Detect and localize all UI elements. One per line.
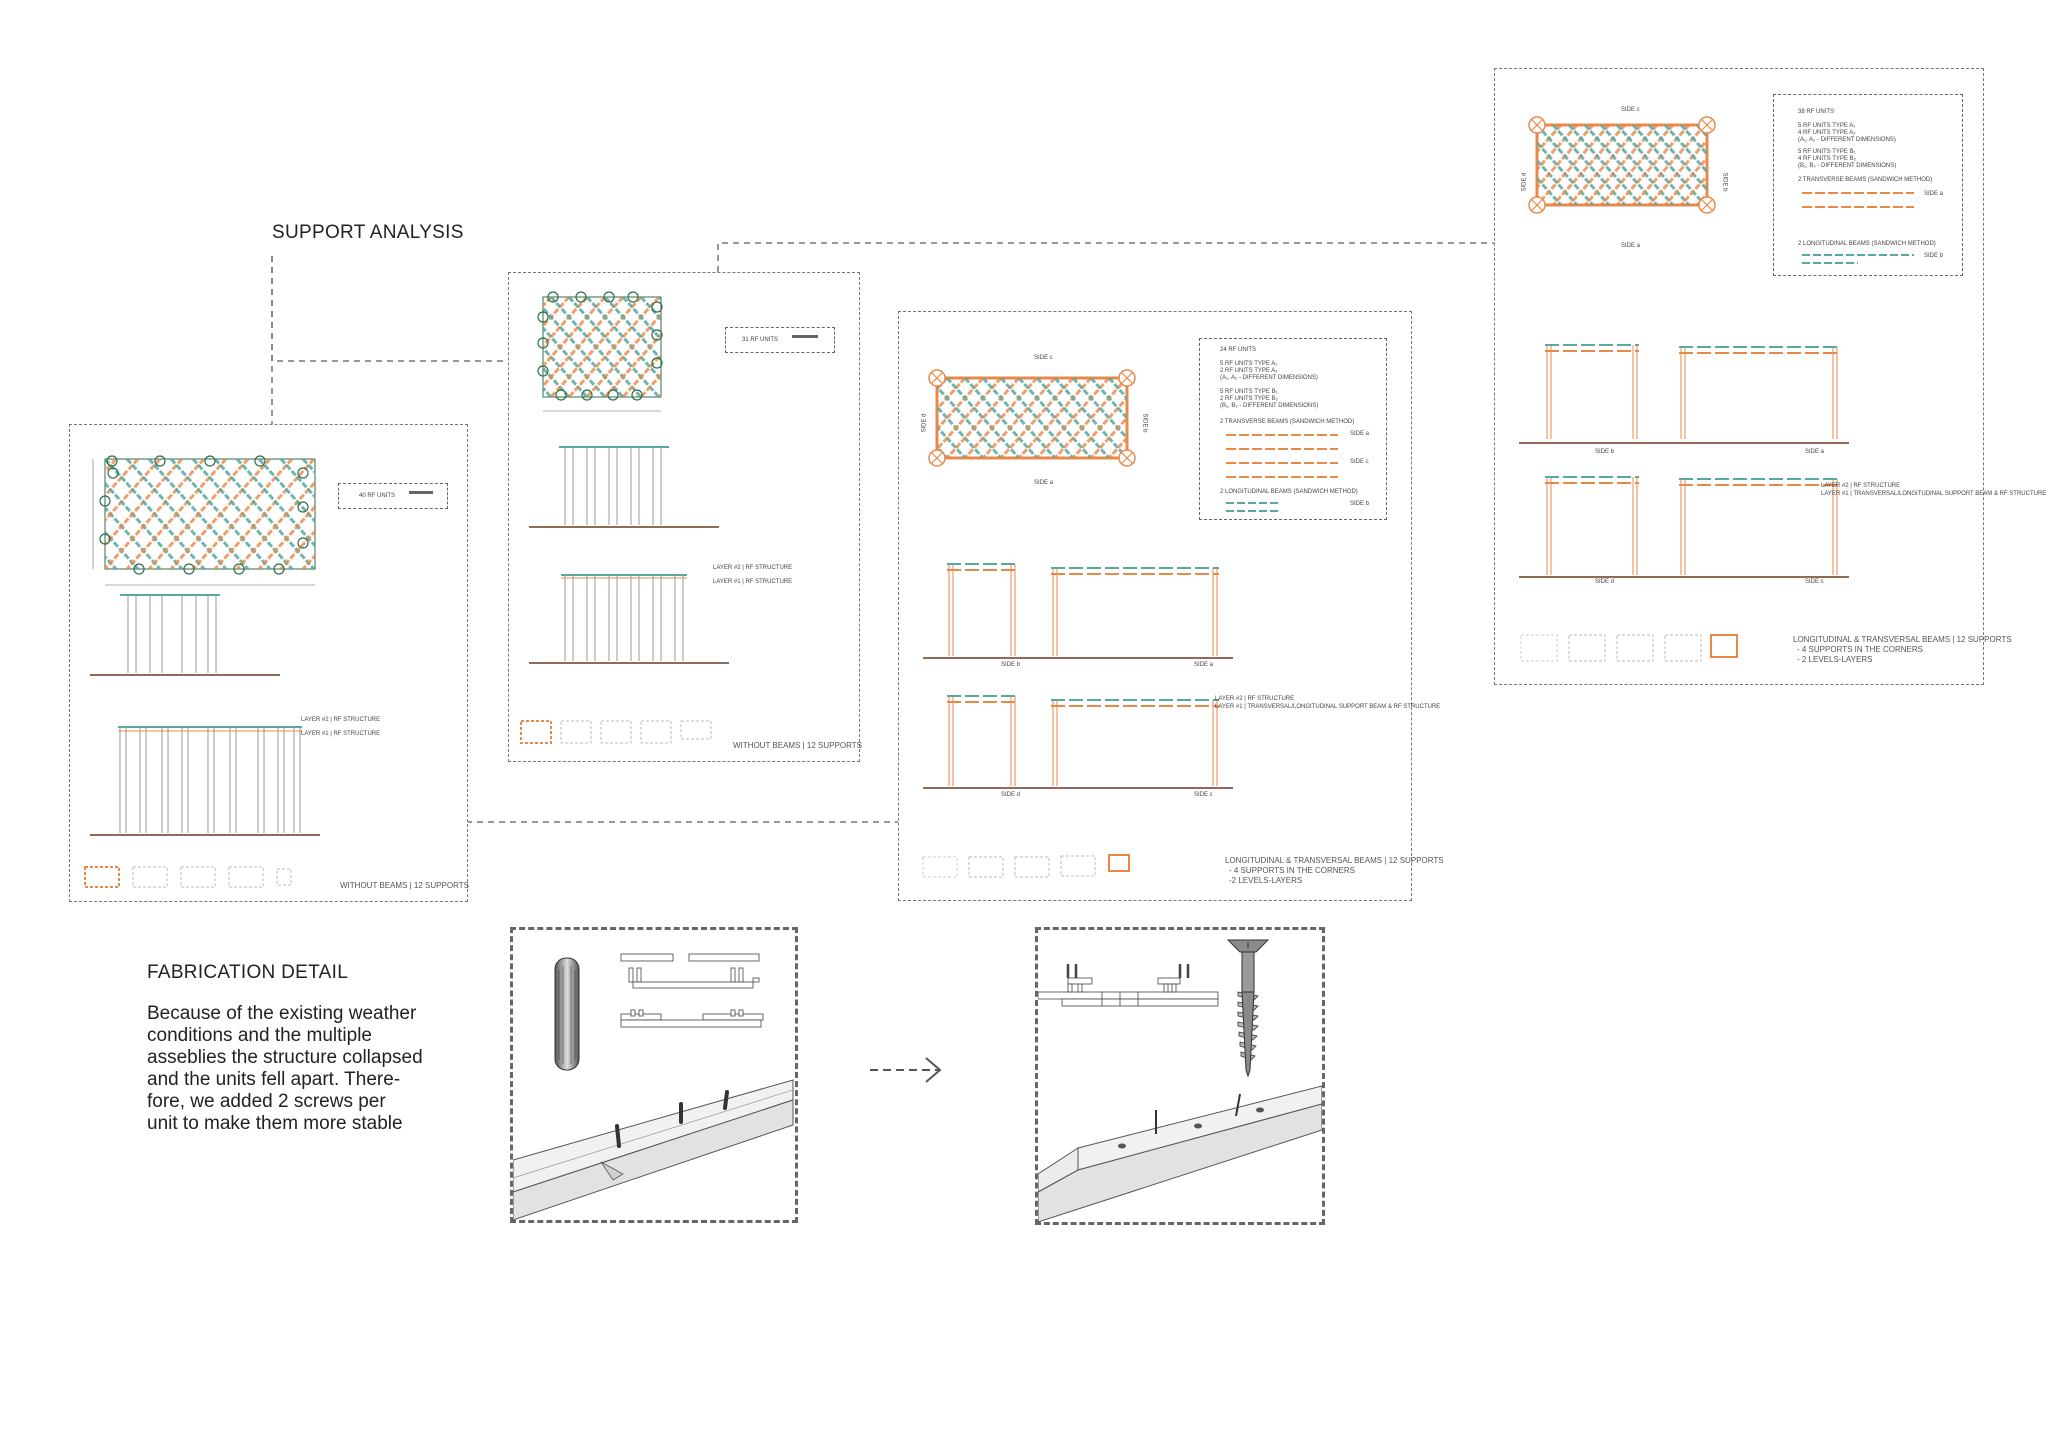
sheet-2-caption: WITHOUT BEAMS | 12 SUPPORTS [733, 741, 862, 750]
elevation-posts [565, 447, 661, 525]
fabrication-line-2: conditions and the multiple [147, 1025, 372, 1046]
sheet-4-elevations [1519, 339, 1859, 599]
sheet-4-elev-side-b: SIDE b [1595, 449, 1615, 455]
sheet-4-plan-side-c: SIDE c [1621, 107, 1640, 113]
sheet-3-legend-side-a: SIDE a [1350, 431, 1370, 437]
sheet-4-legend-l6: 4 RF UNITS TYPE B₂ [1798, 156, 1856, 162]
sheet-4-plan [1525, 113, 1725, 223]
sheet-3 [898, 311, 1444, 901]
sheet-4-elev-side-a: SIDE a [1805, 449, 1825, 455]
sheet-3-layer1-label: LAYER #1 | TRANSVERSAL/LONGITUDINAL SUPPORT BEAM & RF STRUCTURE [1215, 704, 1441, 710]
sheet-3-plan-side-b: SIDE b [1141, 413, 1148, 433]
sheet-4-legend-l3: 4 RF UNITS TYPE A₂ [1798, 130, 1856, 136]
sheet-1-legend-text: 40 RF UNITS [359, 493, 396, 499]
sheet-4-longitudinal-beams [1798, 249, 1918, 269]
sheet-4-legend [1773, 94, 1963, 276]
sheet-4-legend-side-a: SIDE a [1924, 191, 1944, 197]
transition-arrow [868, 1050, 948, 1090]
support-analysis-title: SUPPORT ANALYSIS [272, 222, 464, 243]
sheet-4-caption-3: - 2 LEVELS-LAYERS [1797, 655, 1873, 664]
sheet-2 [508, 272, 860, 762]
sheet-3-longitudinal-beams [1222, 497, 1282, 515]
sheet-3-legend-l7: (B₁, B₂ - DIFFERENT DIMENSIONS) [1220, 403, 1319, 409]
sheet-3-config-thumbnails [921, 852, 1131, 882]
sheet-1-caption: WITHOUT BEAMS | 12 SUPPORTS [340, 881, 469, 890]
sheet-4-plan-side-d: SIDE d [1521, 172, 1528, 192]
sheet-4-legend-l8: 2 TRANSVERSE BEAMS (SANDWICH METHOD) [1798, 177, 1933, 183]
sheet-3-legend-l4: (A₁, A₂ - DIFFERENT DIMENSIONS) [1220, 375, 1318, 381]
sheet-4-plan-side-a: SIDE a [1621, 243, 1641, 249]
elevation-posts [120, 727, 300, 833]
sheet-1-layer2-label: LAYER #2 | RF STRUCTURE [301, 717, 381, 723]
sheet-3-plan-side-d: SIDE d [921, 413, 928, 433]
fabrication-line-1: Because of the existing weather [147, 1003, 417, 1024]
sheet-2-legend [725, 327, 835, 353]
screw-icon [1228, 940, 1268, 1076]
sheet-3-elev-side-d: SIDE d [1001, 792, 1021, 798]
sheet-4-layer2-label: LAYER #2 | RF STRUCTURE [1821, 483, 1901, 489]
fabrication-detail-after [1035, 927, 1325, 1225]
sheet-3-legend-l2: 5 RF UNITS TYPE A₁ [1220, 361, 1278, 367]
elevation-posts [565, 575, 683, 661]
sheet-4 [1494, 68, 2047, 685]
sheet-3-caption-3: -2 LEVELS-LAYERS [1229, 876, 1303, 885]
beam-icon [513, 1080, 793, 1220]
sheet-4-plan-side-b: SIDE b [1721, 172, 1728, 192]
sheet-4-legend-l5: 5 RF UNITS TYPE B₁ [1798, 149, 1856, 155]
sheet-4-legend-l1: 38 RF UNITS [1798, 109, 1835, 115]
sheet-2-legend-swatch [792, 335, 818, 338]
sheet-4-caption-1: LONGITUDINAL & TRANSVERSAL BEAMS | 12 SUPPORTS [1793, 635, 2012, 644]
sheet-3-plan [923, 364, 1143, 484]
sheet-1-config-thumbnails [82, 861, 292, 891]
rf-lattice [1525, 125, 1725, 205]
sheet-3-elevations [923, 552, 1243, 802]
sheet-1-legend-swatch [409, 491, 433, 494]
sheet-4-config-thumbnails [1519, 631, 1739, 665]
sheet-3-legend-side-b: SIDE b [1350, 501, 1370, 507]
dowel-icon [555, 958, 579, 1070]
sheet-3-legend-l5: 5 RF UNITS TYPE B₁ [1220, 389, 1278, 395]
sheet-4-legend-l4: (A₁, A₂ - DIFFERENT DIMENSIONS) [1798, 137, 1896, 143]
sheet-1-plan [85, 439, 365, 599]
before-illustration [513, 930, 795, 1220]
sheet-3-legend-l3: 2 RF UNITS TYPE A₂ [1220, 368, 1278, 374]
sheet-4-legend-l7: (B₁, B₂ - DIFFERENT DIMENSIONS) [1798, 163, 1897, 169]
fabrication-detail-before [510, 927, 798, 1223]
sheet-1 [69, 424, 468, 902]
sheet-4-layer1-label: LAYER #1 | TRANSVERSAL/LONGITUDINAL SUPPORT BEAM & RF STRUCTURE [1821, 491, 2047, 497]
sheet-3-transverse-beams [1222, 429, 1342, 483]
joint-assembled-icon [1038, 964, 1218, 1006]
sheet-3-legend-l1: 24 RF UNITS [1220, 347, 1257, 353]
sheet-3-legend [1199, 338, 1387, 520]
fabrication-title: FABRICATION DETAIL [147, 962, 349, 983]
sheet-3-legend-l6: 2 RF UNITS TYPE B₂ [1220, 396, 1278, 402]
sheet-4-elev-side-d: SIDE d [1595, 579, 1615, 585]
sheet-2-config-thumbnails [519, 717, 719, 747]
sheet-2-layer1-label: LAYER #1 | RF STRUCTURE [713, 579, 793, 585]
sheet-4-elev-side-c: SIDE c [1805, 579, 1824, 585]
sheet-4-legend-l2: 5 RF UNITS TYPE A₁ [1798, 123, 1856, 129]
fabrication-line-6: unit to make them more stable [147, 1113, 403, 1134]
rf-lattice [85, 459, 365, 569]
sheet-2-layer2-label: LAYER #2 | RF STRUCTURE [713, 565, 793, 571]
sheet-3-layer2-label: LAYER #2 | RF STRUCTURE [1215, 696, 1295, 702]
sheet-2-plan [531, 285, 681, 425]
fabrication-line-3: asseblies the structure collapsed [147, 1047, 423, 1068]
fabrication-line-5: fore, we added 2 screws per [147, 1091, 386, 1112]
after-illustration [1038, 930, 1322, 1222]
sheet-3-plan-side-a: SIDE a [1034, 480, 1054, 486]
fabrication-line-4: and the units fell apart. There- [147, 1069, 401, 1090]
sheet-3-legend-l8: 2 TRANSVERSE BEAMS (SANDWICH METHOD) [1220, 419, 1355, 425]
sheet-3-legend-l9: 2 LONGITUDINAL BEAMS (SANDWICH METHOD) [1220, 489, 1358, 495]
sheet-3-plan-side-c: SIDE c [1034, 355, 1053, 361]
sheet-3-legend-side-c: SIDE c [1350, 459, 1369, 465]
elevation-posts [128, 595, 216, 673]
sheet-2-elevation-b [529, 565, 729, 675]
sheet-4-transverse-beams [1798, 185, 1918, 213]
sheet-1-legend [338, 483, 448, 509]
rf-lattice [923, 378, 1143, 458]
sheet-2-elevation-a [529, 439, 729, 539]
sheet-3-caption-1: LONGITUDINAL & TRANSVERSAL BEAMS | 12 SUPPORTS [1225, 856, 1444, 865]
beam-with-screws-icon [1038, 1086, 1322, 1222]
joint-exploded-icon [621, 954, 763, 1027]
sheet-3-elev-side-b: SIDE b [1001, 662, 1021, 668]
sheet-4-legend-side-b: SIDE b [1924, 253, 1944, 259]
sheet-1-elevation-a [90, 585, 290, 685]
sheet-3-elev-side-a: SIDE a [1194, 662, 1214, 668]
fabrication-description [147, 1003, 423, 1135]
sheet-3-elev-side-c: SIDE c [1194, 792, 1213, 798]
sheet-2-legend-text: 31 RF UNITS [742, 337, 779, 343]
sheet-3-caption-2: - 4 SUPPORTS IN THE CORNERS [1229, 866, 1355, 875]
sheet-4-legend-l9: 2 LONGITUDINAL BEAMS (SANDWICH METHOD) [1798, 241, 1936, 247]
sheet-4-caption-2: - 4 SUPPORTS IN THE CORNERS [1797, 645, 1923, 654]
sheet-1-layer1-label: LAYER #1 | RF STRUCTURE [301, 731, 381, 737]
